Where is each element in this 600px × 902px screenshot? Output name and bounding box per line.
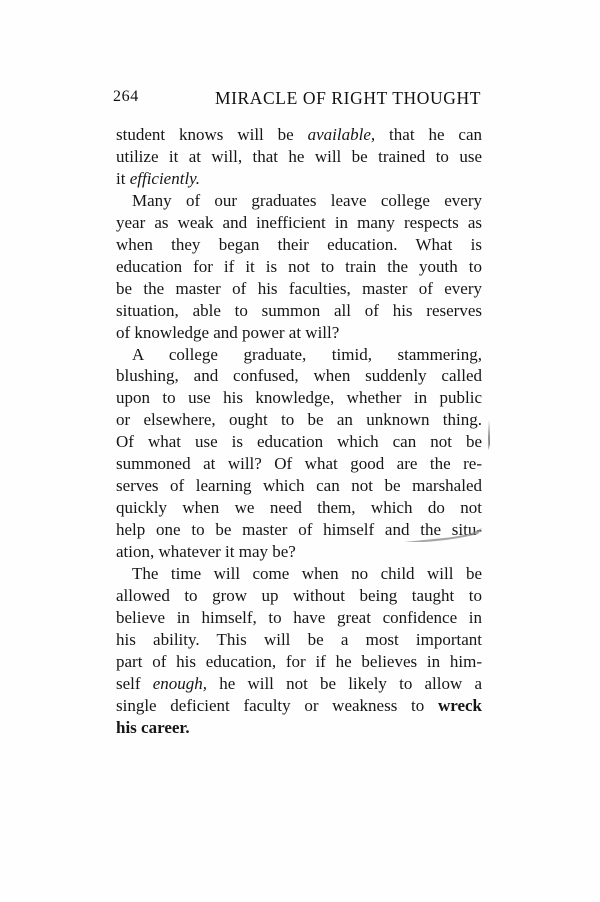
text-line xyxy=(116,453,482,475)
text-line xyxy=(116,409,482,431)
text-segment: single deficient faculty or weakness to xyxy=(116,695,438,715)
ink-smudge xyxy=(404,528,482,544)
text-segment: situation, able to summon all of his reserves xyxy=(116,300,482,320)
text-segment: utilize it at will, that he will be trained to use xyxy=(116,146,482,166)
text-line xyxy=(116,256,482,278)
text-segment: he will not be likely to allow a xyxy=(207,673,483,693)
margin-mark xyxy=(486,420,492,450)
text-line xyxy=(116,673,482,695)
italic-text: available, xyxy=(307,125,376,144)
text-line xyxy=(116,563,482,585)
italic-text: efficiently. xyxy=(129,168,201,188)
text-line xyxy=(116,344,482,366)
text-segment: of knowledge and power at will? xyxy=(116,322,340,342)
text-segment: ation, whatever it may be? xyxy=(116,542,296,562)
text-segment: when they began their education. What is xyxy=(116,234,482,254)
text-line xyxy=(116,168,482,190)
text-segment: help one to be master of himself and the situ- xyxy=(116,520,482,540)
text-segment: The time will come when no child will be xyxy=(132,564,482,584)
text-segment: upon to use his knowledge, whether in public xyxy=(116,388,482,408)
body-text xyxy=(116,124,482,739)
text-line xyxy=(116,541,482,563)
text-segment: believe in himself, to have great confidence in xyxy=(116,607,482,627)
text-line xyxy=(116,431,482,453)
bold-text: his career. xyxy=(116,717,190,737)
text-segment: allowed to grow up without being taught to xyxy=(116,586,482,606)
text-segment: year as weak and inefficient in many respects as xyxy=(116,212,482,232)
text-segment: summoned at will? Of what good are the re- xyxy=(116,454,482,474)
text-line xyxy=(116,717,482,739)
text-line xyxy=(116,651,482,673)
text-segment: part of his education, for if he believes in him- xyxy=(116,651,482,671)
running-title: MIRACLE OF RIGHT THOUGHT xyxy=(214,88,481,108)
text-line xyxy=(116,695,482,717)
text-segment: A college graduate, timid, stammering, xyxy=(132,344,482,364)
text-segment: Many of our graduates leave college every xyxy=(132,190,482,210)
text-line xyxy=(116,190,482,212)
text-line xyxy=(116,387,482,409)
text-line xyxy=(116,278,482,300)
text-line xyxy=(116,300,482,322)
text-segment: student knows will be xyxy=(116,125,308,144)
running-header xyxy=(113,88,481,109)
text-segment: or elsewhere, ought to be an unknown thing. xyxy=(116,410,482,430)
text-segment: his ability. This will be a most important xyxy=(116,629,482,649)
text-line xyxy=(116,234,482,256)
text-line xyxy=(116,629,482,651)
italic-text: enough, xyxy=(152,673,208,693)
text-line xyxy=(116,497,482,519)
text-segment: be the master of his faculties, master of every xyxy=(116,278,482,298)
text-line xyxy=(116,322,482,344)
text-line xyxy=(116,585,482,607)
text-segment: serves of learning which can not be marshaled xyxy=(116,476,482,496)
text-segment: quickly when we need them, which do not xyxy=(116,498,482,518)
text-line xyxy=(116,146,482,168)
text-segment: self xyxy=(116,673,153,693)
page-number: 264 xyxy=(113,88,139,105)
text-line xyxy=(116,124,482,146)
text-line xyxy=(116,365,482,387)
text-segment: education for if it is not to train the youth to xyxy=(116,256,482,276)
text-segment: it xyxy=(116,168,130,188)
text-segment: that he can xyxy=(375,125,482,144)
text-line xyxy=(116,607,482,629)
text-segment: Of what use is education which can not be xyxy=(116,432,482,452)
text-line xyxy=(116,212,482,234)
text-segment: blushing, and confused, when suddenly called xyxy=(116,366,482,386)
text-line xyxy=(116,475,482,497)
bold-text: wreck xyxy=(437,695,482,715)
